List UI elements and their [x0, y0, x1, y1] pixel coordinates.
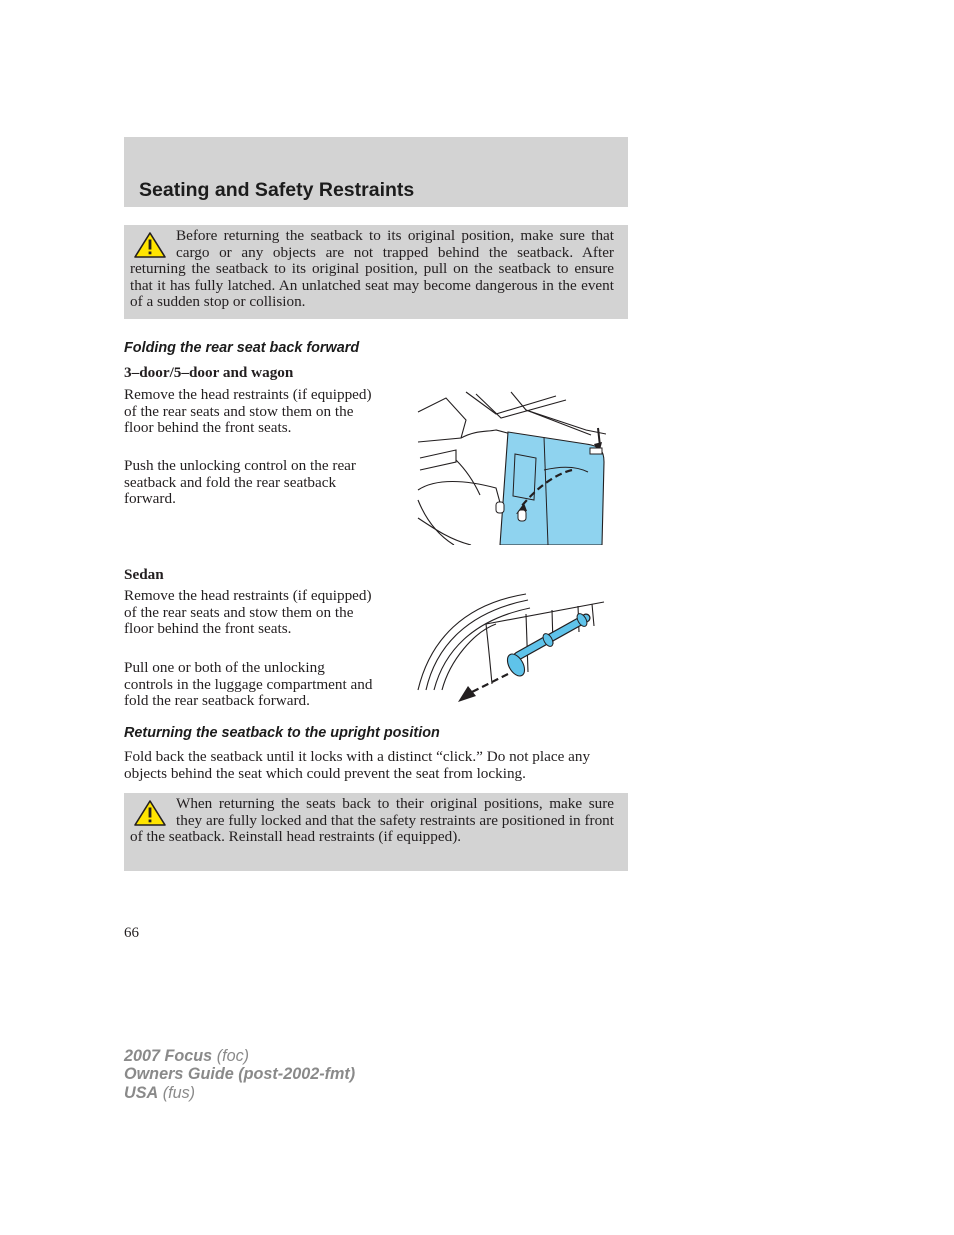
- heading-folding-rear-seat: Folding the rear seat back forward: [124, 340, 360, 356]
- footer-market-code: (fus): [162, 1083, 196, 1102]
- footer-model: 2007 Focus: [124, 1047, 213, 1065]
- footer-line-guide: [124, 1065, 355, 1083]
- warning-triangle-icon: [133, 799, 167, 827]
- page-number: 66: [124, 925, 139, 941]
- paragraph-wagon-remove-restraints: Remove the head restraints (if equipped) of the rear seats and stow them on the floor behind the front seats.: [124, 386, 372, 437]
- paragraph-wagon-push-unlock: Push the unlocking control on the rear seatback and fold the rear seatback forward.: [124, 457, 356, 508]
- section-header-band: [124, 137, 628, 207]
- warning-text: Before returning the seatback to its original position, make sure that cargo or any objects are not trapped behind the seatback. After returning the seatback to its original position, pull on the seatback to ensure that it has fully latched. An unlatched seat may become dangerous in the event of a sudden stop or collision.: [130, 227, 614, 311]
- footer-guide: Owners Guide (post-2002-fmt): [124, 1065, 356, 1084]
- heading-sedan: Sedan: [124, 566, 164, 583]
- warning-box-seatback-cargo: [124, 225, 628, 319]
- paragraph-returning-seatback: Fold back the seatback until it locks with a distinct “click.” Do not place any objects behind the seat which could prevent the seat from locking.: [124, 748, 591, 782]
- footer-line-model: [124, 1047, 355, 1065]
- warning-triangle-icon: [133, 231, 167, 259]
- warning-box-seats-locked: [124, 793, 628, 871]
- footer-model-code: (foc): [216, 1047, 250, 1065]
- paragraph-sedan-pull-unlock: Pull one or both of the unlocking controls in the luggage compartment and fold the rear seatback forward.: [124, 659, 373, 710]
- document-footer: [124, 1047, 355, 1102]
- footer-market: USA: [124, 1083, 159, 1102]
- wagon-seatback-fold-illustration: [416, 390, 606, 545]
- warning-text: When returning the seats back to their original positions, make sure they are fully locked and that the safety restraints are positioned in front of the seatback. Reinstall head restraints (if equipped).: [130, 795, 614, 846]
- sedan-unlock-control-illustration: [416, 592, 608, 710]
- paragraph-sedan-remove-restraints: Remove the head restraints (if equipped) of the rear seats and stow them on the floor behind the front seats.: [124, 587, 372, 638]
- heading-door-wagon: 3–door/5–door and wagon: [124, 364, 294, 381]
- footer-line-market: [124, 1084, 355, 1102]
- section-title: Seating and Safety Restraints: [139, 179, 415, 201]
- heading-returning-seatback: Returning the seatback to the upright position: [124, 725, 440, 741]
